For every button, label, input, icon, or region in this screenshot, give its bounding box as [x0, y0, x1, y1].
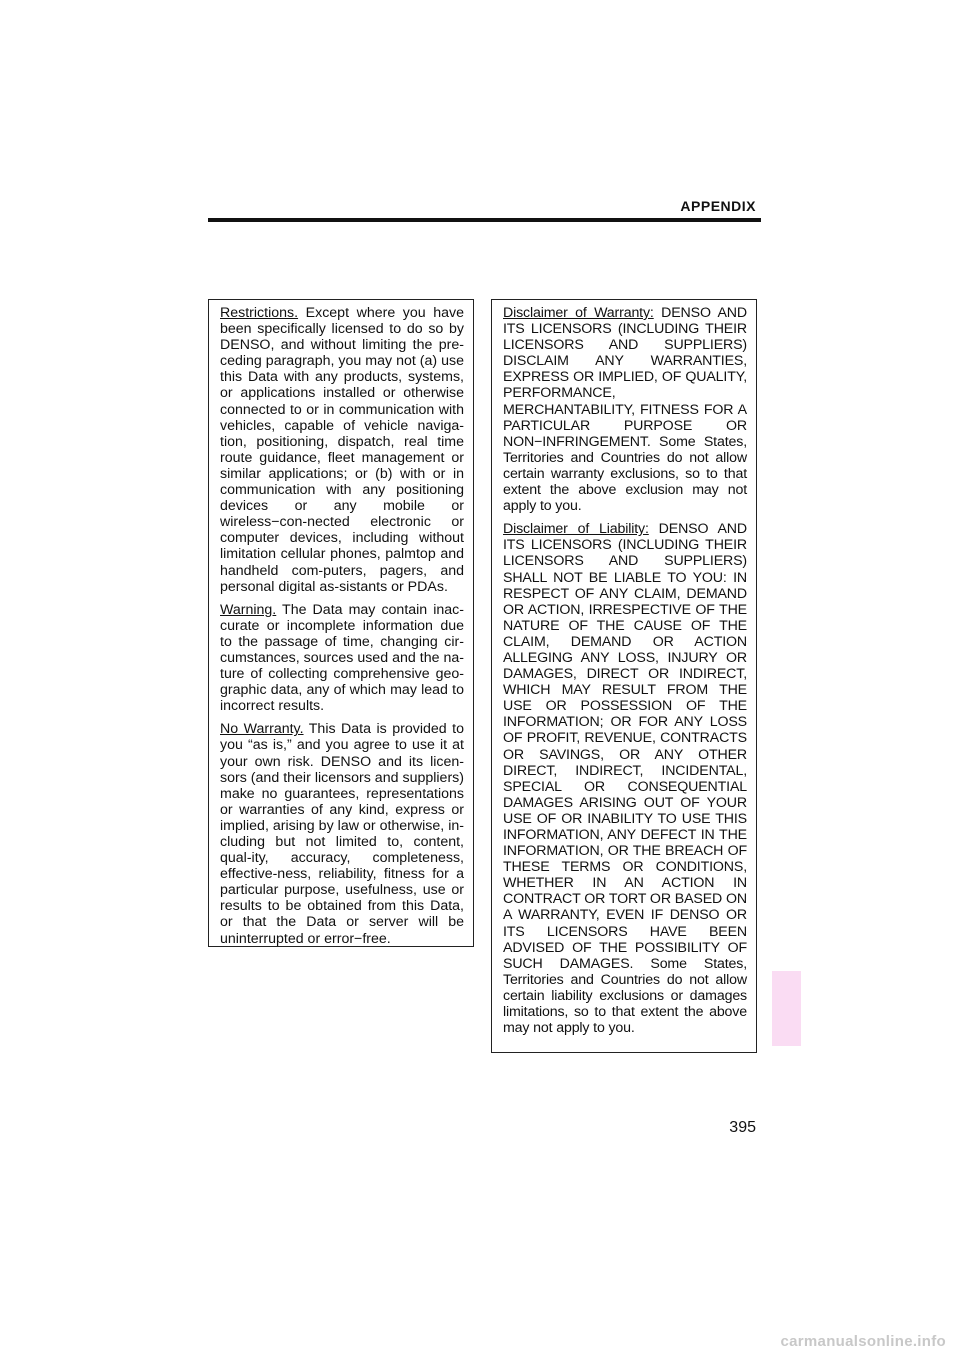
- term-warning: Warning.: [220, 601, 277, 618]
- left-text-box: [208, 299, 474, 947]
- paragraph-text: This Data is provided to you “as is,” and you agree to use it at your own risk. DENSO and its licen-sors (and their licensors and suppliers) make no guarantees, representations or warranties of any kind, express or implied, arising by law or otherwise, in-cluding but not limited to, content, qual-ity, accuracy, completeness, effective-ness, reliability, fitness for a particular purpose, usefulness, use or results to be obtained from this Data, or that the Data or server will be uninterrupted or error−free.: [220, 721, 464, 947]
- paragraph-warning: [220, 602, 464, 715]
- paragraph-text: DENSO AND ITS LICENSORS (INCLUDING THEIR LICENSORS AND SUPPLIERS) SHALL NOT BE LIABLE TO YOU: IN RESPECT OF ANY CLAIM, DEMAND OR ACTION, IRRESPECTIVE OF THE NATURE OF THE CAUSE OF THE CLAIM, DEMAND OR ACTION ALLEGING ANY LOSS, INJURY OR DAMAGES, DIRECT OR INDIRECT, WHICH MAY RESULT FROM THE USE OR POSSESSION OF THE INFORMATION; OR FOR ANY LOSS OF PROFIT, REVENUE, CONTRACTS OR SAVINGS, OR ANY OTHER DIRECT, INDIRECT, INCIDENTAL, SPECIAL OR CONSEQUENTIAL DAMAGES ARISING OUT OF YOUR USE OF OR INABILITY TO USE THIS INFORMATION, ANY DEFECT IN THE INFORMATION, OR THE BREACH OF THESE TERMS OR CONDITIONS, WHETHER IN AN ACTION IN CONTRACT OR TORT OR BASED ON A WARRANTY, EVEN IF DENSO OR ITS LICENSORS HAVE BEEN ADVISED OF THE POSSIBILITY OF SUCH DAMAGES. Some States, Territories and Countries do not allow certain liability exclusions or damages limitations, so to that extent the above may not apply to you.: [503, 521, 747, 1037]
- paragraph-disclaimer-liability: [503, 521, 747, 1036]
- section-title: APPENDIX: [680, 198, 756, 214]
- paragraph-text: DENSO AND ITS LICENSORS (INCLUDING THEIR LICENSORS AND SUPPLIERS) DISCLAIM ANY WARRANTIES, EXPRESS OR IMPLIED, OF QUALITY, PERFORMANCE, MERCHANTABILITY, FITNESS FOR A PARTICULAR PURPOSE OR NON−INFRINGEMENT. Some States, Territories and Countries do not allow certain warranty exclusions, so to that extent the above exclusion may not apply to you.: [503, 305, 747, 515]
- term-no-warranty: No Warranty.: [220, 721, 304, 738]
- term-disclaimer-liability: Disclaimer of Liability:: [503, 521, 649, 538]
- term-disclaimer-warranty: Disclaimer of Warranty:: [503, 305, 654, 321]
- paragraph-restrictions: [220, 305, 464, 595]
- paragraph-text: The Data may contain inac-curate or incomplete information due to the passage of time, changing cir-cumstances, sources used and the na-ture of collecting comprehensive geo-graphic data, any of which may lead to incorrect results.: [220, 601, 464, 715]
- header-rule: [208, 218, 761, 222]
- page-number: 395: [729, 1119, 756, 1136]
- watermark: carmanualsonline.info: [780, 1333, 946, 1350]
- section-side-tab: [772, 971, 801, 1046]
- right-text-box: [491, 299, 757, 1053]
- term-restrictions: Restrictions.: [220, 305, 299, 321]
- paragraph-no-warranty: [220, 721, 464, 946]
- paragraph-disclaimer-warranty: [503, 305, 747, 514]
- paragraph-text: Except where you have been specifically licensed to do so by DENSO, and without limiting the pre-ceding paragraph, you may not (a) use this Data with any products, systems, or applications installed or otherwise connected to or in communication with vehicles, capable of vehicle naviga-tion, positioning, dispatch, real time route guidance, fleet management or similar applications; or (b) with or in communication with any positioning devices or any mobile or wireless−con-nected electronic or computer devices, including without limitation cellular phones, palmtop and handheld com-puters, pagers, and personal digital as-sistants or PDAs.: [220, 305, 464, 595]
